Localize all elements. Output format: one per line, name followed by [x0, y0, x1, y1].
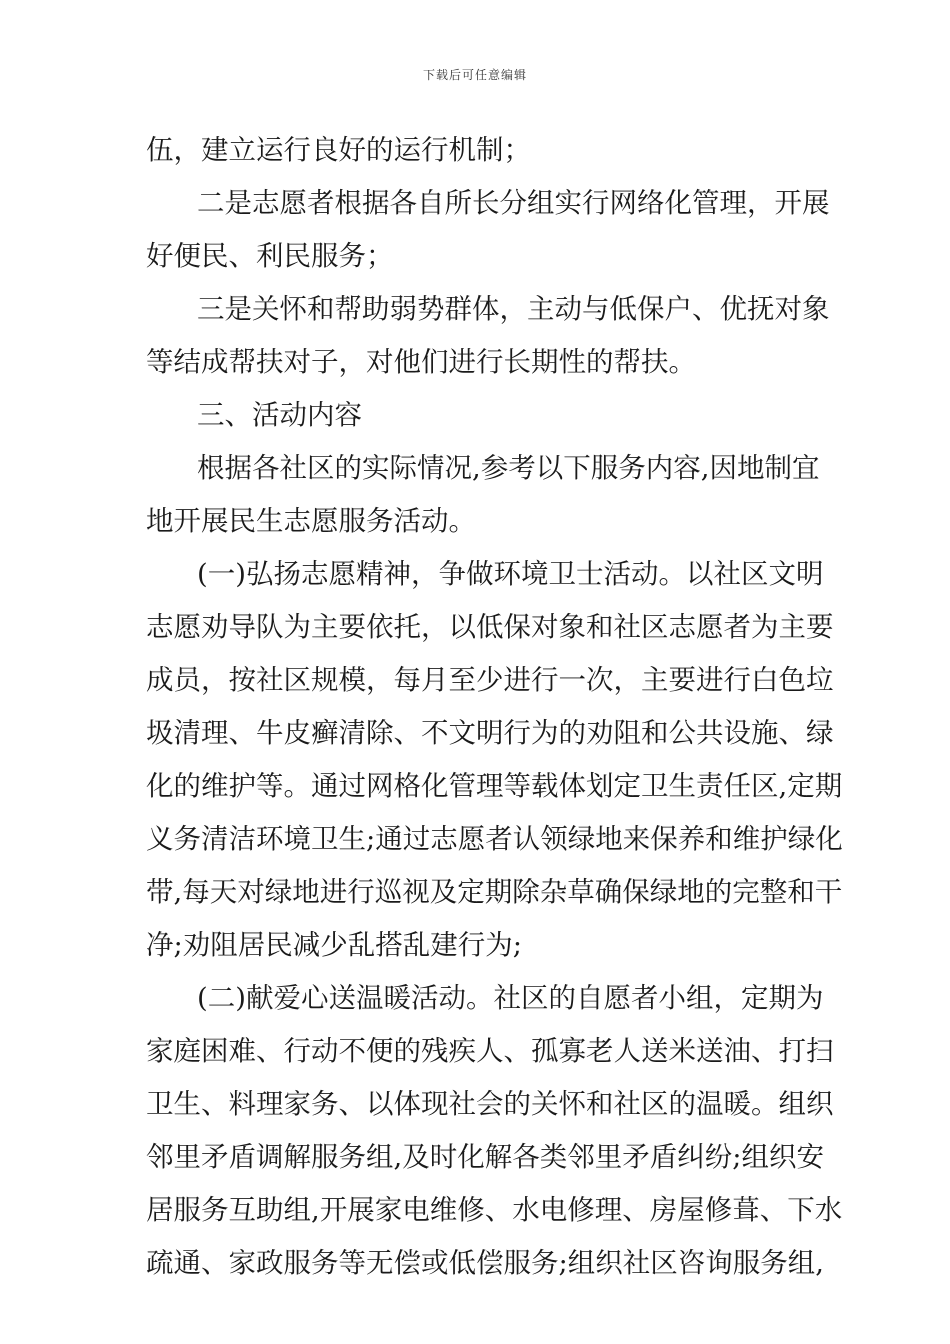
- text-line-20: 邻里矛盾调解服务组,及时化解各类邻里矛盾纠纷;组织安: [146, 1141, 825, 1173]
- text-line-5: 等结成帮扶对子，对他们进行长期性的帮扶。: [146, 346, 696, 378]
- document-body: [146, 124, 843, 1290]
- text-line-7: 根据各社区的实际情况,参考以下服务内容,因地制宜: [197, 452, 820, 484]
- text-line-22: 疏通、家政服务等无偿或低偿服务;组织社区咨询服务组,: [146, 1247, 825, 1279]
- text-line-16: 净;劝阻居民减少乱搭乱建行为;: [146, 929, 523, 961]
- text-line-12: 圾清理、牛皮癣清除、不文明行为的劝阻和公共设施、绿: [146, 717, 834, 749]
- text-line-9: (一)弘扬志愿精神，争做环境卫士活动。以社区文明: [197, 558, 824, 590]
- text-line-3: 好便民、利民服务；: [146, 240, 394, 272]
- text-line-21: 居服务互助组,开展家电维修、水电修理、房屋修葺、下水: [146, 1194, 843, 1226]
- text-line-15: 带,每天对绿地进行巡视及定期除杂草确保绿地的完整和干: [146, 876, 843, 908]
- text-line-4: 三是关怀和帮助弱势群体，主动与低保户、优抚对象: [197, 293, 830, 325]
- text-line-13: 化的维护等。通过网格化管理等载体划定卫生责任区,定期: [146, 770, 843, 802]
- text-line-14: 义务清洁环境卫生;通过志愿者认领绿地来保养和维护绿化: [146, 823, 843, 855]
- text-line-2: 二是志愿者根据各自所长分组实行网络化管理，开展: [197, 187, 830, 219]
- text-line-18: 家庭困难、行动不便的残疾人、孤寡老人送米送油、打扫: [146, 1035, 834, 1067]
- text-line-1: 伍，建立运行良好的运行机制；: [146, 134, 531, 166]
- page-header-note: 下载后可任意编辑: [422, 68, 527, 82]
- text-line-19: 卫生、料理家务、以体现社会的关怀和社区的温暖。组织: [146, 1088, 834, 1120]
- text-line-11: 成员，按社区规模，每月至少进行一次，主要进行白色垃: [146, 664, 834, 696]
- section-heading-activity-content: 三、活动内容: [197, 399, 362, 431]
- text-line-17: (二)献爱心送温暖活动。社区的自愿者小组，定期为: [197, 982, 824, 1014]
- text-line-10: 志愿劝导队为主要依托，以低保对象和社区志愿者为主要: [146, 611, 834, 643]
- text-line-8: 地开展民生志愿服务活动。: [146, 505, 476, 537]
